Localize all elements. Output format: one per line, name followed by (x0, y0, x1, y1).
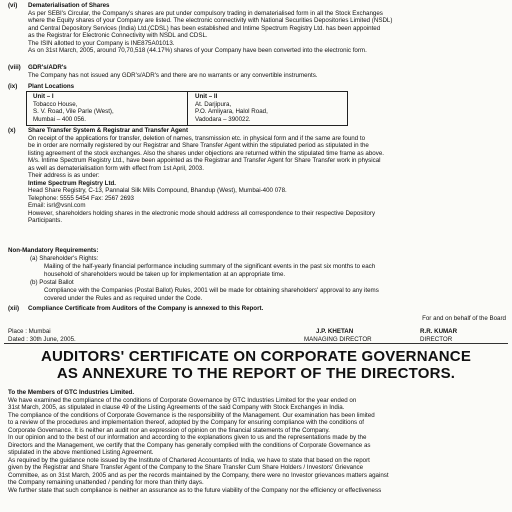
text-line: as the Registrar for Electronic Connectivity with NSDL and CDSL. (28, 32, 208, 39)
section-number: (xii) (8, 305, 20, 312)
signatory-name: R.R. KUMAR (420, 328, 458, 335)
text-line: However, shareholders holding shares in the electronic mode should address all correspondence to their respective Depository (28, 209, 376, 217)
date-text: Dated : 30th June, 2005. (8, 336, 76, 343)
section-title: Compliance Certificate from Auditors of the Company is annexed to this Report. (28, 305, 264, 312)
section-title: GDR's/ADR's (28, 64, 67, 71)
registrar-name: Intime Spectrum Registry Ltd. (28, 179, 117, 187)
text-line: As required by the guidance note issued by the Institute of Chartered Accountants of India, we have to state that based on the report (8, 456, 370, 464)
text-line: Telephone: 5555 5454 Fax: 2567 2693 (28, 194, 134, 202)
text-line: Corporate Governance. It is neither an audit nor an expression of opinion on the financial statements of the Company. (8, 426, 330, 434)
text-line: 31st March, 2005, as stipulated in clause 49 of the Listing Agreements of the said Company with Stock Exchanges in India. (8, 404, 345, 411)
section-number: (vi) (8, 2, 18, 9)
unit-title: Unit – I (33, 93, 54, 100)
text-line: Compliance with the Companies (Postal Ballot) Rules, 2001 will be made for obtaining shareholders' approval to any items (44, 287, 379, 294)
item-title: Postal Ballot (39, 279, 74, 286)
addressee-line: To the Members of GTC Industries Limited. (8, 389, 135, 396)
text-line: be in order are normally registered by our Registrar and Share Transfer Agent within the stipulated period as stipulated in the (28, 142, 369, 149)
section-number: (viii) (8, 64, 21, 71)
section-title: Non-Mandatory Requirements: (8, 247, 99, 254)
certificate-subtitle: AS ANNEXURE TO THE REPORT OF THE DIRECTORS. (56, 365, 456, 382)
section-number: (x) (8, 127, 16, 134)
table-divider (187, 92, 188, 125)
text-line: household of shareholders would be taken up for implementation at an appropriate time. (44, 270, 286, 278)
text-line: The ISIN allotted to your Company is INE875A01013. (28, 39, 175, 47)
unit-2-cell (195, 93, 345, 123)
address-line: P.O. Amliyara, Halol Road, (195, 108, 268, 115)
text-line: The Company has not issued any GDR's/ADR's and there are no warrants or any convertible instruments. (28, 71, 318, 79)
address-line: At. Darjipura, (195, 100, 232, 108)
section-number: (ix) (8, 83, 18, 90)
text-line: Participants. (28, 217, 63, 224)
section-title: Share Transfer System & Registrar and Transfer Agent (28, 127, 189, 134)
plant-locations-table (26, 91, 348, 126)
text-line: In our opinion and to the best of our information and according to the explanations given to us and the representations made by the (8, 434, 367, 441)
unit-1-cell (33, 93, 183, 123)
address-line: Tobacco House, (33, 100, 78, 108)
text-line: as well as dematerialisation form with effect from 1st April, 2003. (28, 164, 204, 172)
text-line: As on 31st March, 2005, around 70,70,518 (44.17%) shares of your Company have been converted into the electronic form. (28, 47, 367, 54)
email-text: Email: isrl@vsnl.com (28, 202, 86, 209)
text-line: M/s. Intime Spectrum Registry Ltd., have been appointed as the Registrar and Transfer Agent for Share Transfer work in physical (28, 157, 381, 164)
text-line: Committee, as on 31st March, 2005 and as per the records maintained by the Company, there were no Investor grievances matters against (8, 471, 389, 479)
address-line: S. V. Road, Vile Parle (West), (33, 108, 114, 115)
text-line: The compliance of the conditions of Corporate Governance is the responsibility of the Management. Our examination has been limited (8, 411, 375, 419)
text-line: to a review of the procedures and implementation thereof, adopted by the Company for ensuring compliance with the conditions of (8, 419, 364, 426)
text-line: As per SEBI's Circular, the Company's shares are put under compulsory trading in dematerialised form in all the Stock Exchanges (28, 9, 383, 17)
section-title: Plant Locations (28, 83, 75, 90)
text-line: given by the Registrar and Share Transfer Agent of the Company to the Share Transfer Cum Share Holders / Investors' Grievance (8, 464, 364, 471)
section-title: Dematerialisation of Shares (28, 2, 110, 9)
text-line: listing agreement of the stock exchanges. Also the shares under objections are returned within the stipulated time frame as above. (28, 149, 384, 157)
item-number: (a) (30, 255, 38, 262)
item-title: Shareholder's Rights: (39, 255, 99, 262)
address-line: Vadodara – 390022. (195, 115, 251, 123)
signatory-role: MANAGING DIRECTOR (304, 336, 372, 343)
board-line: For and on behalf of the Board (422, 315, 506, 322)
text-line: and Central Depository Services (India) Ltd.(CDSL) has been established and Intime Spectrum Registry Ltd. has been appointed (28, 24, 381, 32)
text-line: We further state that such compliance is neither an assurance as to the future viability of the Company nor the efficiency or effectiveness (8, 486, 382, 494)
place-text: Place : Mumbai (8, 328, 51, 335)
address-line: Mumbai – 400 056. (33, 115, 86, 123)
divider (4, 343, 508, 344)
item-number: (b) (30, 279, 38, 286)
text-line: covered under the Rules and as required under the Code. (44, 294, 203, 302)
text-line: the Company remaining unattended / pending for more than thirty days. (8, 479, 204, 486)
certificate-heading (0, 348, 512, 382)
signatory-name: J.P. KHETAN (316, 328, 354, 335)
text-line: Head Share Registry, C-13, Pannalal Silk Mills Compound, Bhandup (West), Mumbai-400 078. (28, 187, 287, 194)
text-line: On receipt of the applications for transfer, deletion of names, transmission etc. in physical form and if the same are found to (28, 134, 366, 142)
text-line: stipulated in the above mentioned Listing Agreement. (8, 449, 154, 456)
unit-title: Unit – II (195, 93, 218, 100)
text-line: Mailing of the half-yearly financial performance including summary of the significant events in the past six months to each (44, 263, 376, 270)
text-line: where the Equity shares of your Company are listed. The electronic connectivity with National Securities Depositories Limited (NSDL) (28, 17, 393, 24)
certificate-title: AUDITORS' CERTIFICATE ON CORPORATE GOVERNANCE (40, 348, 472, 365)
text-line: Their address is as under: (28, 172, 100, 179)
text-line: We have examined the compliance of the conditions of Corporate Governance by GTC Industries Limited for the year ended on (8, 396, 357, 404)
text-line: Directors and the Management, we certify that the Company has generally complied with the conditions of Corporate Governance as (8, 441, 371, 449)
signatory-role: DIRECTOR (420, 336, 453, 343)
